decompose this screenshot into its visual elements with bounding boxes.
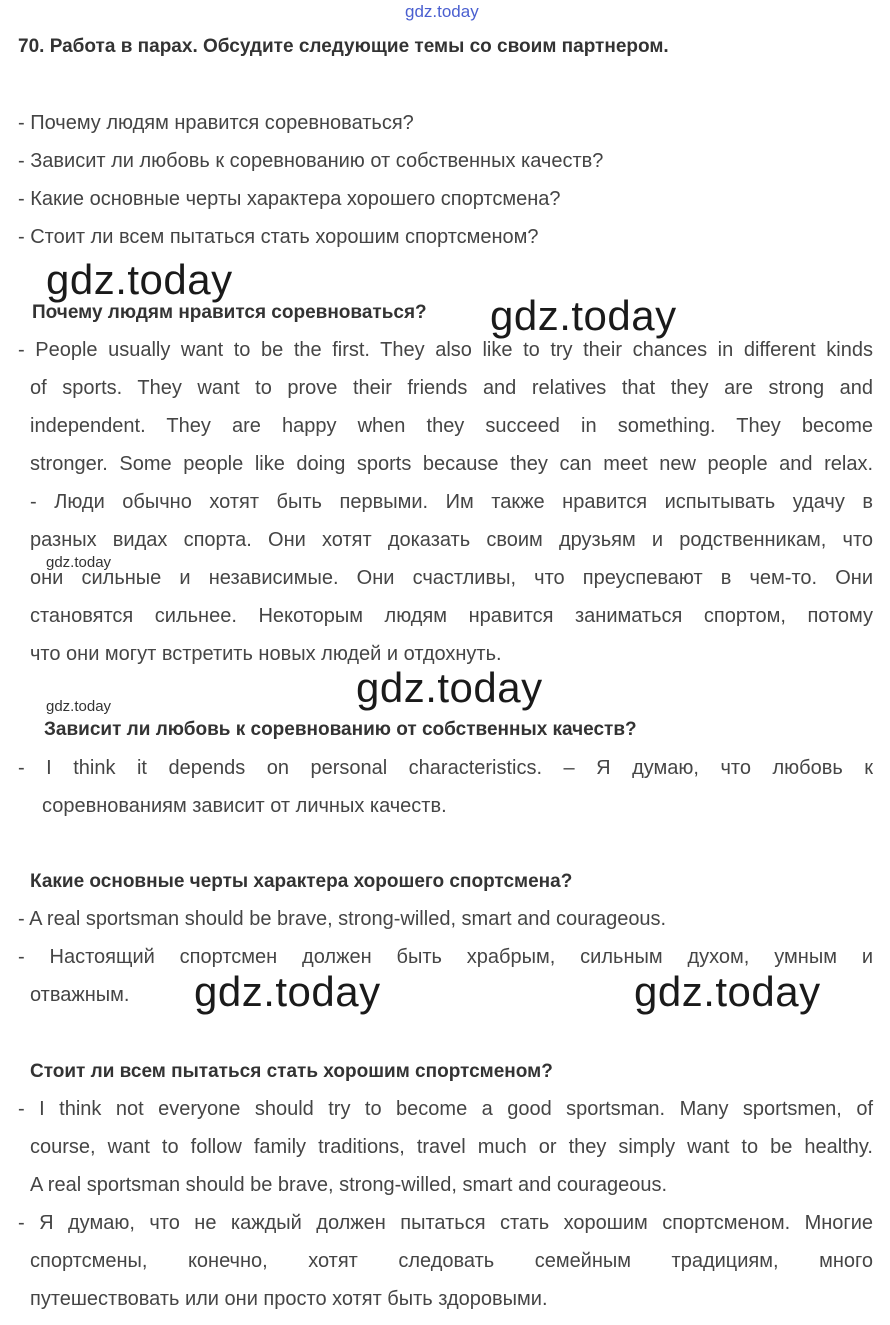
answer-line: - People usually want to be the first. They also like to try their chances in different kinds: [18, 339, 873, 361]
answer-line: - Люди обычно хотят быть первыми. Им также нравится испытывать удачу в: [30, 491, 873, 513]
answer-line: - A real sportsman should be brave, strong-willed, smart and courageous.: [18, 908, 667, 930]
answer-line: - Настоящий спортсмен должен быть храбрым, сильным духом, умным и: [18, 946, 873, 968]
answer-line: stronger. Some people like doing sports because they can meet new people and relax.: [30, 453, 873, 475]
answer-line: - Я думаю, что не каждый должен пытаться стать хорошим спортсменом. Многие: [18, 1212, 873, 1234]
question-1: - Почему людям нравится соревноваться?: [18, 112, 414, 134]
section-heading-3: Какие основные черты характера хорошего спортсмена?: [30, 871, 573, 892]
section-heading-1: Почему людям нравится соревноваться?: [32, 302, 427, 323]
answer-line: - I think not everyone should try to become a good sportsman. Many sportsmen, of: [18, 1098, 873, 1120]
watermark: gdz.today: [634, 968, 821, 1015]
question-4: - Стоит ли всем пытаться стать хорошим спортсменом?: [18, 226, 539, 248]
watermark-small: gdz.today: [46, 698, 112, 715]
watermark-top: gdz.today: [405, 2, 479, 21]
answer-line: спортсмены, конечно, хотят следовать семейным традициям, много: [30, 1250, 873, 1272]
answer-line: соревнованиям зависит от личных качеств.: [42, 795, 447, 817]
watermark: gdz.today: [356, 664, 543, 711]
answer-line: course, want to follow family traditions, travel much or they simply want to be healthy.: [30, 1136, 873, 1158]
watermark-small: gdz.today: [46, 554, 112, 571]
answer-line: - I think it depends on personal characteristics. – Я думаю, что любовь к: [18, 757, 873, 779]
answer-line: они сильные и независимые. Они счастливы, что преуспевают в чем-то. Они: [30, 567, 873, 589]
watermark: gdz.today: [194, 968, 381, 1015]
answer-line: что они могут встретить новых людей и отдохнуть.: [30, 643, 502, 665]
answer-line: путешествовать или они просто хотят быть здоровыми.: [30, 1288, 548, 1310]
question-3: - Какие основные черты характера хорошего спортсмена?: [18, 188, 561, 210]
answer-line: independent. They are happy when they succeed in something. They become: [30, 415, 873, 437]
watermark: gdz.today: [490, 292, 677, 339]
task-title: 70. Работа в парах. Обсудите следующие темы со своим партнером.: [18, 36, 669, 57]
answer-line: A real sportsman should be brave, strong-willed, smart and courageous.: [30, 1174, 668, 1196]
question-2: - Зависит ли любовь к соревнованию от собственных качеств?: [18, 150, 604, 172]
answer-line: разных видах спорта. Они хотят доказать своим друзьям и родственникам, что: [30, 529, 873, 551]
section-heading-4: Стоит ли всем пытаться стать хорошим спортсменом?: [30, 1061, 553, 1082]
answer-line: отважным.: [30, 984, 130, 1006]
watermark: gdz.today: [46, 256, 233, 303]
section-heading-2: Зависит ли любовь к соревнованию от собственных качеств?: [44, 719, 637, 740]
answer-line: of sports. They want to prove their friends and relatives that they are strong and: [30, 377, 873, 399]
answer-line: становятся сильнее. Некоторым людям нравится заниматься спортом, потому: [30, 605, 873, 627]
